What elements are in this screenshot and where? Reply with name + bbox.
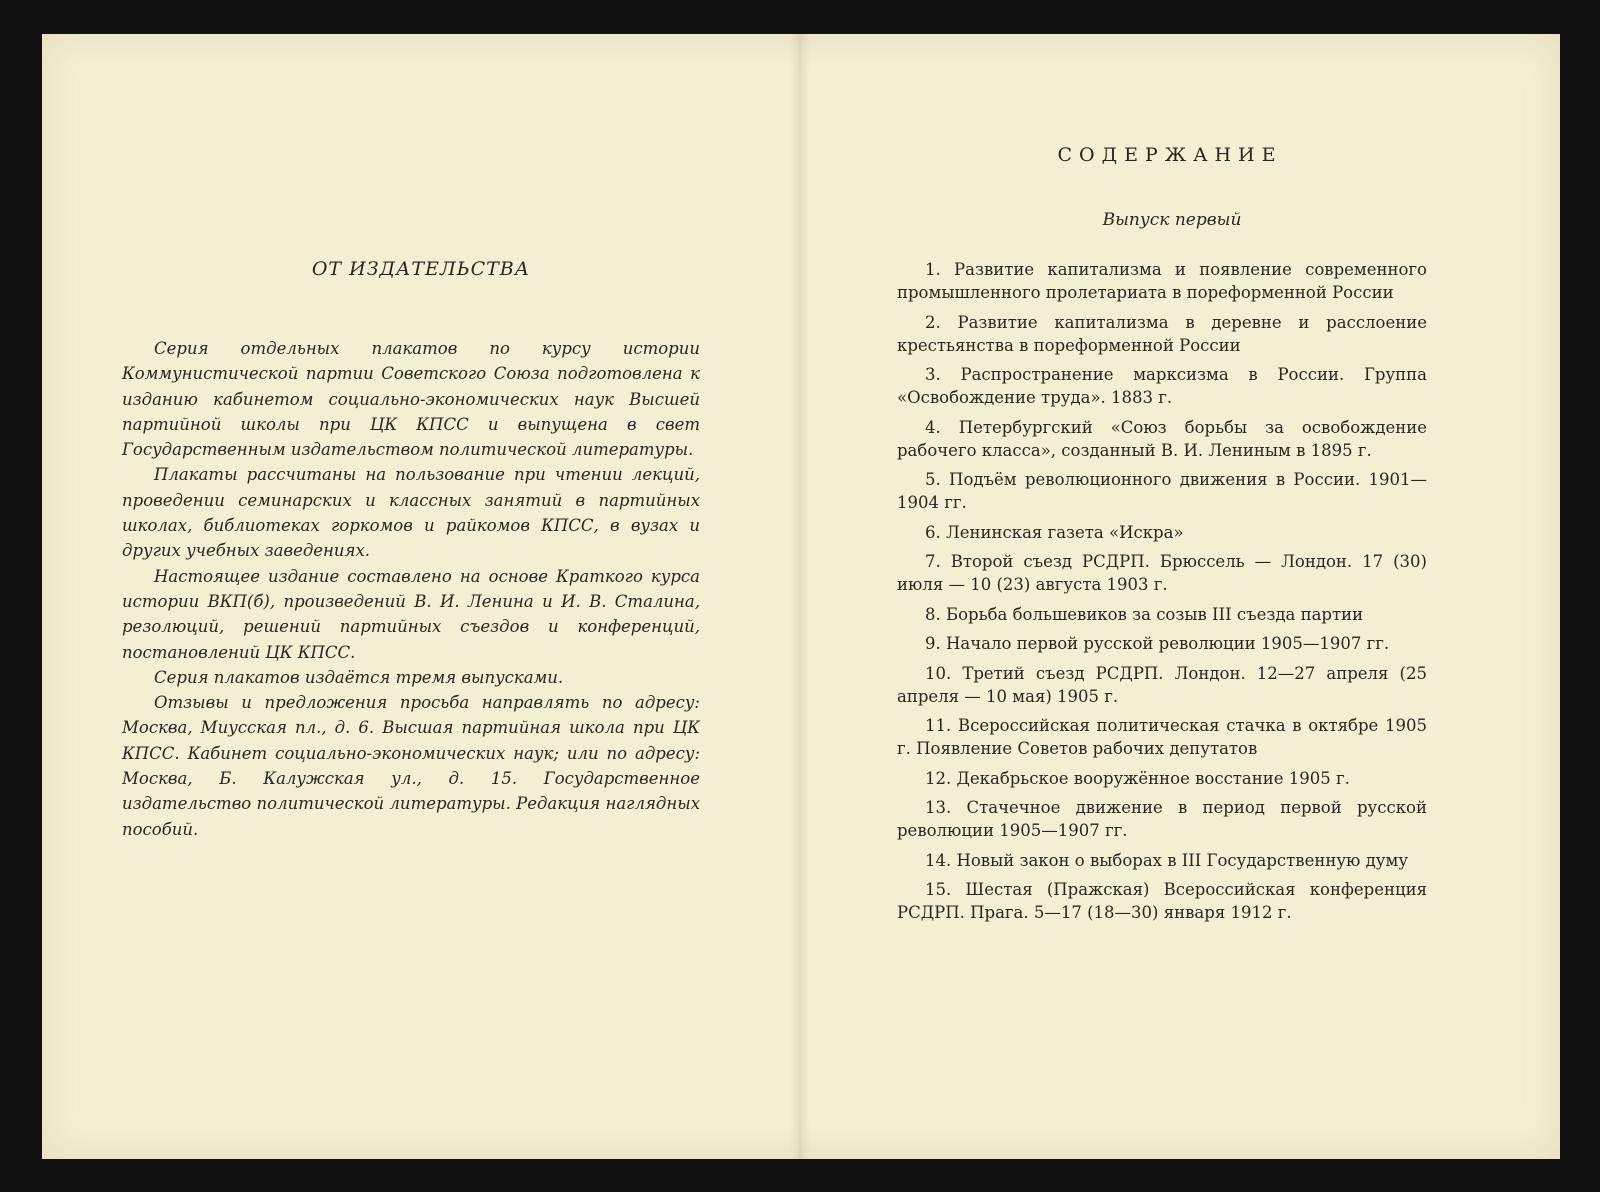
issue-title: Выпуск первый [1102, 210, 1242, 230]
publisher-note-paragraph: Плакаты рассчитаны на пользование при чтении лекций, проведении семинарских и классных занятий в партийных школах, библиотеках горкомов и райкомов КПСС, в вузах и других учебных заведениях. [122, 465, 700, 561]
publisher-note-body [122, 336, 700, 842]
publisher-note-paragraph: Настоящее издание составлено на основе Краткого курса истории ВКП(б), произведений В. И. Ленина и И. В. Сталина, резолюций, решений партийных съездов и конференций, постановлений ЦК КПСС. [122, 566, 700, 662]
right-page [897, 144, 1427, 931]
left-page [122, 258, 700, 842]
contents-title: СОДЕРЖАНИЕ [1057, 144, 1283, 166]
contents-item: 1. Развитие капитализма и появление современного промышленного пролетариата в пореформенной России [897, 260, 1427, 302]
page-fold [790, 34, 810, 1159]
contents-item: 15. Шестая (Пражская) Всероссийская конференция РСДРП. Прага. 5—17 (18—30) января 1912 г. [897, 880, 1427, 922]
contents-item: 12. Декабрьское вооружённое восстание 1905 г. [925, 768, 1350, 788]
contents-item: 7. Второй съезд РСДРП. Брюссель — Лондон. 17 (30) июля — 10 (23) августа 1903 г. [897, 552, 1427, 594]
publisher-note-title: ОТ ИЗДАТЕЛЬСТВА [311, 258, 531, 280]
contents-item: 14. Новый закон о выборах в III Государственную думу [925, 850, 1409, 870]
publisher-note-paragraph: Отзывы и предложения просьба направлять по адресу: Москва, Миусская пл., д. 6. Высшая партийная школа при ЦК КПСС. Кабинет социально-экономических наук; или по адресу: Москва, Б. Калужская ул., д. 15. Государственное издательство политической литературы. Редакция наглядных пособий. [122, 693, 700, 839]
contents-item: 13. Стачечное движение в период первой русской революции 1905—1907 гг. [897, 798, 1427, 840]
contents-item: 8. Борьба большевиков за созыв III съезда партии [925, 604, 1364, 624]
contents-item: 5. Подъём революционного движения в России. 1901—1904 гг. [897, 470, 1427, 512]
contents-item: 4. Петербургский «Союз борьбы за освобождение рабочего класса», созданный В. И. Лениным в 1895 г. [897, 417, 1427, 460]
publisher-note-paragraph: Серия плакатов издаётся тремя выпусками. [154, 667, 564, 687]
publisher-note-paragraph: Серия отдельных плакатов по курсу истории Коммунистической партии Советского Союза подготовлена к изданию кабинетом социально-экономических наук Высшей партийной школы при ЦК КПСС и выпущена в свет Государственным издательством политической литературы. [122, 339, 700, 460]
contents-item: 10. Третий съезд РСДРП. Лондон. 12—27 апреля (25 апреля — 10 мая) 1905 г. [897, 663, 1427, 706]
contents-list [897, 258, 1427, 924]
contents-item: 6. Ленинская газета «Искра» [925, 522, 1184, 542]
contents-item: 2. Развитие капитализма в деревне и расслоение крестьянства в пореформенной России [897, 312, 1427, 355]
contents-item: 3. Распространение марксизма в России. Группа «Освобождение труда». 1883 г. [897, 365, 1427, 407]
contents-item: 11. Всероссийская политическая стачка в октябре 1905 г. Появление Советов рабочих депутатов [897, 716, 1427, 758]
contents-item: 9. Начало первой русской революции 1905—1907 гг. [925, 634, 1390, 653]
